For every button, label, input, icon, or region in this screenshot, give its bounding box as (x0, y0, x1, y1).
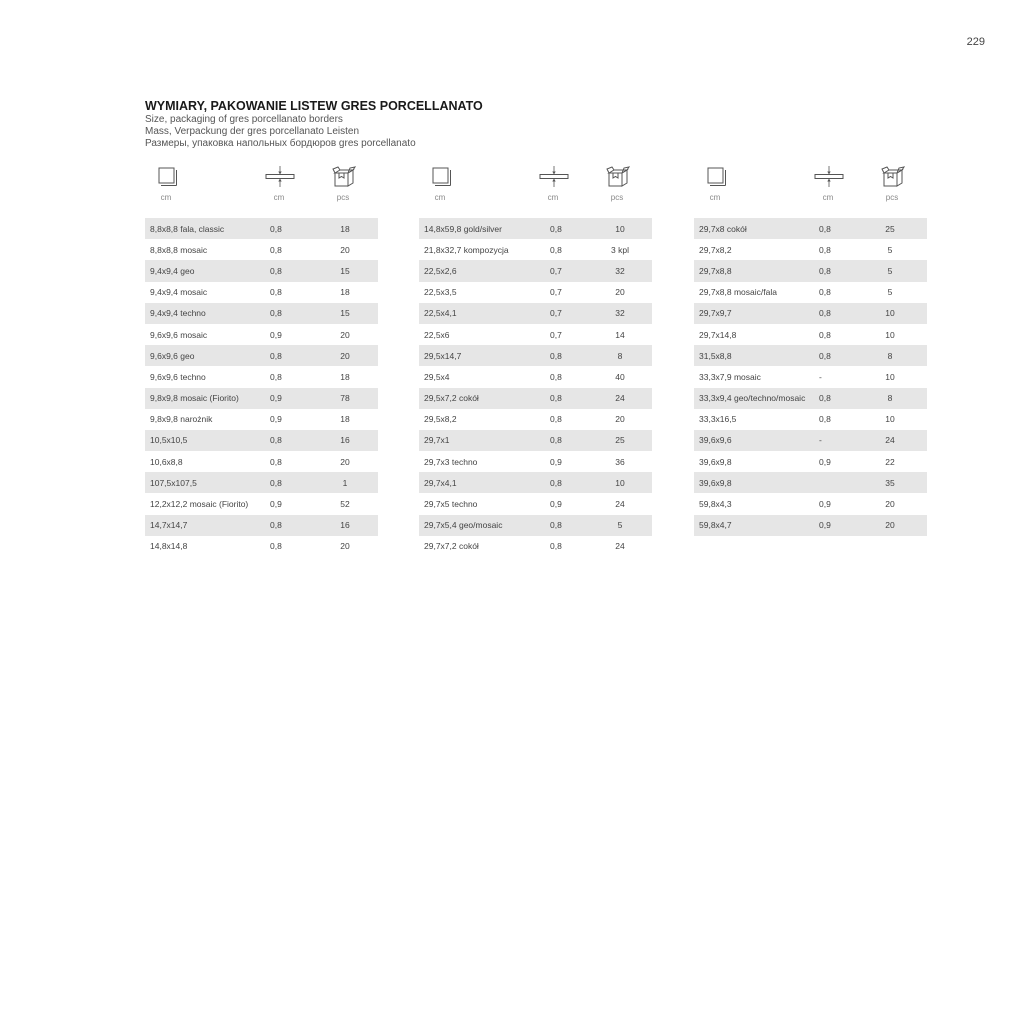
thickness-cell: 0,8 (819, 414, 831, 425)
table-row (145, 409, 378, 430)
table-row (694, 430, 927, 451)
pieces-cell: 32 (615, 308, 625, 319)
thickness-cell: 0,9 (550, 499, 562, 510)
thickness-cell: 0,8 (550, 350, 562, 361)
pieces-cell: 24 (615, 541, 625, 552)
table-row (145, 493, 378, 514)
pieces-cell: 24 (615, 393, 625, 404)
table-row (694, 345, 927, 366)
size-cell: 22,5x4,1 (424, 308, 457, 319)
table-row (694, 388, 927, 409)
table-row (145, 345, 378, 366)
tile-size-icon (157, 166, 179, 188)
unit-label: cm (160, 193, 172, 202)
thickness-cell: 0,8 (270, 477, 282, 488)
table-row (694, 472, 927, 493)
table-row (694, 409, 927, 430)
page-number: 229 (966, 36, 985, 48)
size-cell: 59,8x4,3 (699, 499, 732, 510)
table-row (145, 324, 378, 345)
size-cell: 29,7x14,8 (699, 329, 737, 340)
size-cell: 39,6x9,8 (699, 456, 732, 467)
thickness-cell: 0,8 (550, 520, 562, 531)
size-cell: 21,8x32,7 kompozycja (424, 244, 509, 255)
thickness-cell: 0,8 (819, 393, 831, 404)
size-cell: 9,4x9,4 geo (150, 265, 195, 276)
size-cell: 9,4x9,4 mosaic (150, 287, 208, 298)
table-row (694, 493, 927, 514)
table-row (419, 345, 652, 366)
thickness-cell: 0,7 (550, 329, 562, 340)
table-row (694, 515, 927, 536)
pieces-cell: 20 (340, 456, 350, 467)
size-cell: 29,7x1 (424, 435, 450, 446)
pieces-cell: 20 (615, 287, 625, 298)
table-row (145, 303, 378, 324)
subtitle-ru: Размеры, упаковка напольных бордюров gres porcellanato (145, 138, 416, 149)
table-row (419, 536, 652, 557)
size-cell: 33,3x16,5 (699, 414, 737, 425)
table-row (145, 388, 378, 409)
thickness-icon (265, 166, 295, 188)
table-row (694, 451, 927, 472)
thickness-cell: 0,8 (819, 329, 831, 340)
unit-label: pcs (610, 193, 624, 202)
thickness-cell: 0,8 (270, 244, 282, 255)
icon-header-row (694, 166, 927, 190)
thickness-cell: 0,9 (819, 520, 831, 531)
size-cell: 107,5x107,5 (150, 477, 197, 488)
unit-header-row (419, 193, 652, 207)
box-package-icon (332, 166, 356, 188)
thickness-cell: 0,8 (270, 308, 282, 319)
size-cell: 29,7x8,2 (699, 244, 732, 255)
table-row (419, 409, 652, 430)
pieces-cell: 22 (885, 456, 895, 467)
size-cell: 29,7x4,1 (424, 477, 457, 488)
pieces-cell: 36 (615, 456, 625, 467)
thickness-cell: 0,8 (819, 287, 831, 298)
table-rows (145, 218, 378, 557)
thickness-cell: 0,8 (270, 456, 282, 467)
pieces-cell: 20 (885, 520, 895, 531)
size-cell: 10,6x8,8 (150, 456, 183, 467)
pieces-cell: 40 (615, 371, 625, 382)
size-cell: 39,6x9,6 (699, 435, 732, 446)
pieces-cell: 1 (342, 477, 348, 488)
pieces-cell: 20 (885, 499, 895, 510)
pieces-cell: 5 (617, 520, 623, 531)
pieces-cell: 10 (615, 477, 625, 488)
thickness-cell: 0,9 (550, 456, 562, 467)
pieces-cell: 5 (887, 265, 893, 276)
size-cell: 29,5x14,7 (424, 350, 462, 361)
box-package-icon (881, 166, 905, 188)
subtitle-en: Size, packaging of gres porcellanato borders (145, 114, 343, 125)
pieces-cell: 20 (340, 244, 350, 255)
pieces-cell: 25 (885, 223, 895, 234)
unit-header-row (145, 193, 378, 207)
pieces-cell: 32 (615, 265, 625, 276)
pieces-cell: 10 (885, 371, 895, 382)
pieces-cell: 15 (340, 265, 350, 276)
pieces-cell: 35 (885, 477, 895, 488)
table-row (694, 324, 927, 345)
table-row (419, 451, 652, 472)
unit-label: cm (547, 193, 559, 202)
size-cell: 29,7x7,2 cokół (424, 541, 479, 552)
thickness-cell: 0,8 (270, 223, 282, 234)
thickness-cell: 0,8 (270, 265, 282, 276)
size-cell: 9,6x9,6 geo (150, 350, 195, 361)
size-cell: 9,6x9,6 techno (150, 371, 206, 382)
table-row (145, 218, 378, 239)
dimensions-table-3 (694, 166, 927, 536)
size-cell: 22,5x6 (424, 329, 450, 340)
table-row (419, 260, 652, 281)
pieces-cell: 5 (887, 244, 893, 255)
thickness-cell: 0,9 (270, 499, 282, 510)
thickness-cell: 0,7 (550, 287, 562, 298)
table-row (419, 282, 652, 303)
pieces-cell: 3 kpl (611, 244, 629, 255)
unit-label: pcs (336, 193, 350, 202)
pieces-cell: 52 (340, 499, 350, 510)
table-row (419, 366, 652, 387)
size-cell: 9,8x9,8 narożnik (150, 414, 213, 425)
thickness-cell: 0,8 (270, 435, 282, 446)
pieces-cell: 10 (615, 223, 625, 234)
pieces-cell: 10 (885, 414, 895, 425)
size-cell: 29,7x9,7 (699, 308, 732, 319)
size-cell: 22,5x2,6 (424, 265, 457, 276)
pieces-cell: 15 (340, 308, 350, 319)
size-cell: 14,8x59,8 gold/silver (424, 223, 502, 234)
unit-label: cm (434, 193, 446, 202)
thickness-cell: 0,8 (270, 287, 282, 298)
table-row (694, 303, 927, 324)
pieces-cell: 8 (887, 350, 893, 361)
pieces-cell: 25 (615, 435, 625, 446)
thickness-cell: 0,8 (819, 308, 831, 319)
size-cell: 22,5x3,5 (424, 287, 457, 298)
thickness-cell: 0,8 (550, 435, 562, 446)
icon-header-row (419, 166, 652, 190)
size-cell: 12,2x12,2 mosaic (Fiorito) (150, 499, 249, 510)
thickness-cell: 0,8 (550, 477, 562, 488)
size-cell: 29,7x5,4 geo/mosaic (424, 520, 503, 531)
unit-label: cm (822, 193, 834, 202)
pieces-cell: 18 (340, 371, 350, 382)
thickness-cell: 0,8 (550, 414, 562, 425)
pieces-cell: 10 (885, 329, 895, 340)
size-cell: 31,5x8,8 (699, 350, 732, 361)
size-cell: 8,8x8,8 fala, classic (150, 223, 225, 234)
table-row (419, 515, 652, 536)
pieces-cell: 16 (340, 520, 350, 531)
size-cell: 29,5x7,2 cokół (424, 393, 479, 404)
table-row (694, 260, 927, 281)
table-row (145, 239, 378, 260)
size-cell: 29,7x5 techno (424, 499, 478, 510)
thickness-cell: 0,9 (270, 329, 282, 340)
table-row (694, 239, 927, 260)
thickness-cell: 0,8 (270, 371, 282, 382)
pieces-cell: 8 (887, 393, 893, 404)
size-cell: 8,8x8,8 mosaic (150, 244, 208, 255)
thickness-cell: 0,9 (270, 393, 282, 404)
size-cell: 33,3x7,9 mosaic (699, 371, 761, 382)
thickness-cell: 0,8 (819, 350, 831, 361)
size-cell: 29,7x8 cokół (699, 223, 747, 234)
unit-label: cm (709, 193, 721, 202)
table-row (694, 218, 927, 239)
size-cell: 33,3x9,4 geo/techno/mosaic (699, 393, 806, 404)
pieces-cell: 18 (340, 414, 350, 425)
size-cell: 14,7x14,7 (150, 520, 188, 531)
table-row (145, 515, 378, 536)
table-row (419, 218, 652, 239)
pieces-cell: 20 (340, 350, 350, 361)
thickness-cell: 0,9 (819, 499, 831, 510)
size-cell: 10,5x10,5 (150, 435, 188, 446)
size-cell: 29,5x4 (424, 371, 450, 382)
box-package-icon (606, 166, 630, 188)
thickness-cell: 0,8 (819, 223, 831, 234)
size-cell: 59,8x4,7 (699, 520, 732, 531)
size-cell: 29,7x8,8 (699, 265, 732, 276)
table-row (419, 324, 652, 345)
table-row (419, 388, 652, 409)
unit-label: cm (273, 193, 285, 202)
pieces-cell: 20 (340, 541, 350, 552)
pieces-cell: 16 (340, 435, 350, 446)
size-cell: 29,7x3 techno (424, 456, 478, 467)
size-cell: 39,6x9,8 (699, 477, 732, 488)
pieces-cell: 24 (615, 499, 625, 510)
table-row (145, 451, 378, 472)
thickness-cell: 0,8 (270, 350, 282, 361)
table-row (419, 303, 652, 324)
pieces-cell: 18 (340, 287, 350, 298)
table-row (145, 430, 378, 451)
thickness-cell: 0,8 (819, 265, 831, 276)
thickness-cell: 0,8 (550, 393, 562, 404)
pieces-cell: 20 (340, 329, 350, 340)
thickness-cell: 0,8 (550, 371, 562, 382)
table-row (694, 282, 927, 303)
thickness-cell: 0,7 (550, 308, 562, 319)
pieces-cell: 24 (885, 435, 895, 446)
table-rows (419, 218, 652, 557)
thickness-cell: 0,8 (270, 520, 282, 531)
thickness-cell: 0,8 (550, 223, 562, 234)
thickness-cell: 0,8 (819, 244, 831, 255)
thickness-cell: 0,8 (550, 541, 562, 552)
tile-size-icon (431, 166, 453, 188)
pieces-cell: 8 (617, 350, 623, 361)
pieces-cell: 10 (885, 308, 895, 319)
table-row (419, 430, 652, 451)
table-row (694, 366, 927, 387)
table-row (145, 472, 378, 493)
pieces-cell: 5 (887, 287, 893, 298)
pieces-cell: 78 (340, 393, 350, 404)
table-row (145, 260, 378, 281)
unit-label: pcs (885, 193, 899, 202)
pieces-cell: 18 (340, 223, 350, 234)
table-row (145, 282, 378, 303)
table-row (419, 472, 652, 493)
pieces-cell: 14 (615, 329, 625, 340)
dimensions-table-2 (419, 166, 652, 557)
dimensions-table-1 (145, 166, 378, 557)
thickness-cell: 0,8 (550, 244, 562, 255)
size-cell: 9,6x9,6 mosaic (150, 329, 208, 340)
pieces-cell: 20 (615, 414, 625, 425)
thickness-cell: - (819, 435, 822, 446)
size-cell: 29,7x8,8 mosaic/fala (699, 287, 777, 298)
thickness-icon (814, 166, 844, 188)
tile-size-icon (706, 166, 728, 188)
size-cell: 29,5x8,2 (424, 414, 457, 425)
thickness-cell: - (819, 371, 822, 382)
thickness-icon (539, 166, 569, 188)
size-cell: 14,8x14,8 (150, 541, 188, 552)
unit-header-row (694, 193, 927, 207)
thickness-cell: 0,9 (819, 456, 831, 467)
table-rows (694, 218, 927, 536)
thickness-cell: 0,9 (270, 414, 282, 425)
thickness-cell: 0,8 (270, 541, 282, 552)
page-title: WYMIARY, PAKOWANIE LISTEW GRES PORCELLANATO (145, 99, 483, 113)
table-row (419, 493, 652, 514)
table-row (145, 366, 378, 387)
table-row (145, 536, 378, 557)
subtitle-de: Mass, Verpackung der gres porcellanato Leisten (145, 126, 360, 137)
size-cell: 9,8x9,8 mosaic (Fiorito) (150, 393, 239, 404)
table-row (419, 239, 652, 260)
icon-header-row (145, 166, 378, 190)
size-cell: 9,4x9,4 techno (150, 308, 206, 319)
thickness-cell: 0,7 (550, 265, 562, 276)
header (145, 99, 483, 150)
